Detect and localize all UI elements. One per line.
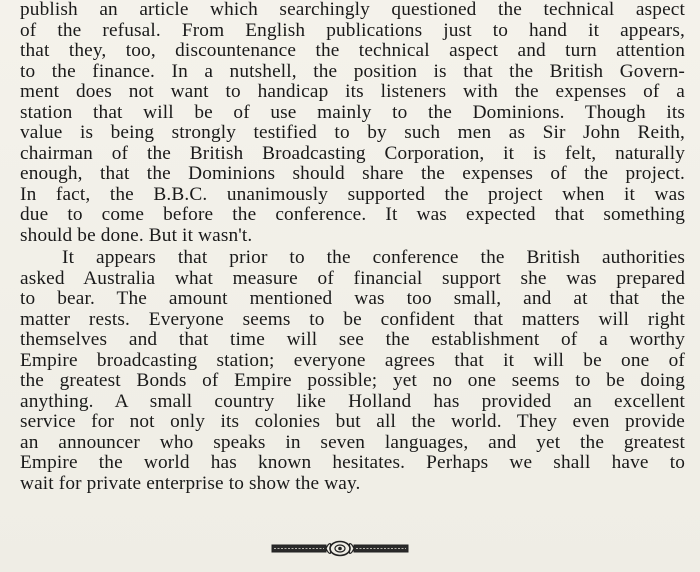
text-line: It appears that prior to the conference the British authorities xyxy=(62,247,685,268)
article-body xyxy=(20,0,685,494)
text-line: wait for private enterprise to show the way. xyxy=(20,472,361,494)
text-line: to the finance. In a nutshell, the position is that the British Govern- xyxy=(20,60,685,82)
text-line: value is being strongly testified to by such men as Sir John Reith, xyxy=(20,122,685,143)
text-line: publish an article which searchingly questioned the technical aspect xyxy=(20,0,685,20)
text-line: station that will be of use mainly to the Dominions. Though its xyxy=(20,101,685,123)
paragraph-2 xyxy=(20,248,685,494)
text-line: to bear. The amount mentioned was too small, and at that the xyxy=(20,288,685,309)
text-line: the greatest Bonds of Empire possible; yet no one seems to be doing xyxy=(20,370,685,391)
text-line: an announcer who speaks in seven languages, and yet the greatest xyxy=(20,431,685,453)
text-line: ment does not want to handicap its listeners with the expenses of a xyxy=(20,81,685,102)
text-line: chairman of the British Broadcasting Corporation, it is felt, naturally xyxy=(20,142,685,164)
text-line: anything. A small country like Holland has provided an excellent xyxy=(20,390,685,412)
decorative-divider-icon xyxy=(270,538,410,558)
text-line: of the refusal. From English publications just to hand it appears, xyxy=(20,19,685,41)
text-line: service for not only its colonies but all the world. They even provide xyxy=(20,411,685,432)
text-line: that they, too, discountenance the technical aspect and turn attention xyxy=(20,40,685,61)
text-line: enough, that the Dominions should share the expenses of the project. xyxy=(20,163,685,184)
text-line: Empire broadcasting station; everyone agrees that it will be one of xyxy=(20,349,685,371)
text-line: Empire the world has known hesitates. Perhaps we shall have to xyxy=(20,452,685,473)
text-line: matter rests. Everyone seems to be confident that matters will right xyxy=(20,308,685,330)
text-line: should be done. But it wasn't. xyxy=(20,224,253,246)
text-line: themselves and that time will see the establishment of a worthy xyxy=(20,329,685,350)
paragraph-1 xyxy=(20,0,685,246)
text-line: In fact, the B.B.C. unanimously supported the project when it was xyxy=(20,183,685,205)
text-line: asked Australia what measure of financial support she was prepared xyxy=(20,267,685,289)
text-line: due to come before the conference. It was expected that something xyxy=(20,204,685,225)
